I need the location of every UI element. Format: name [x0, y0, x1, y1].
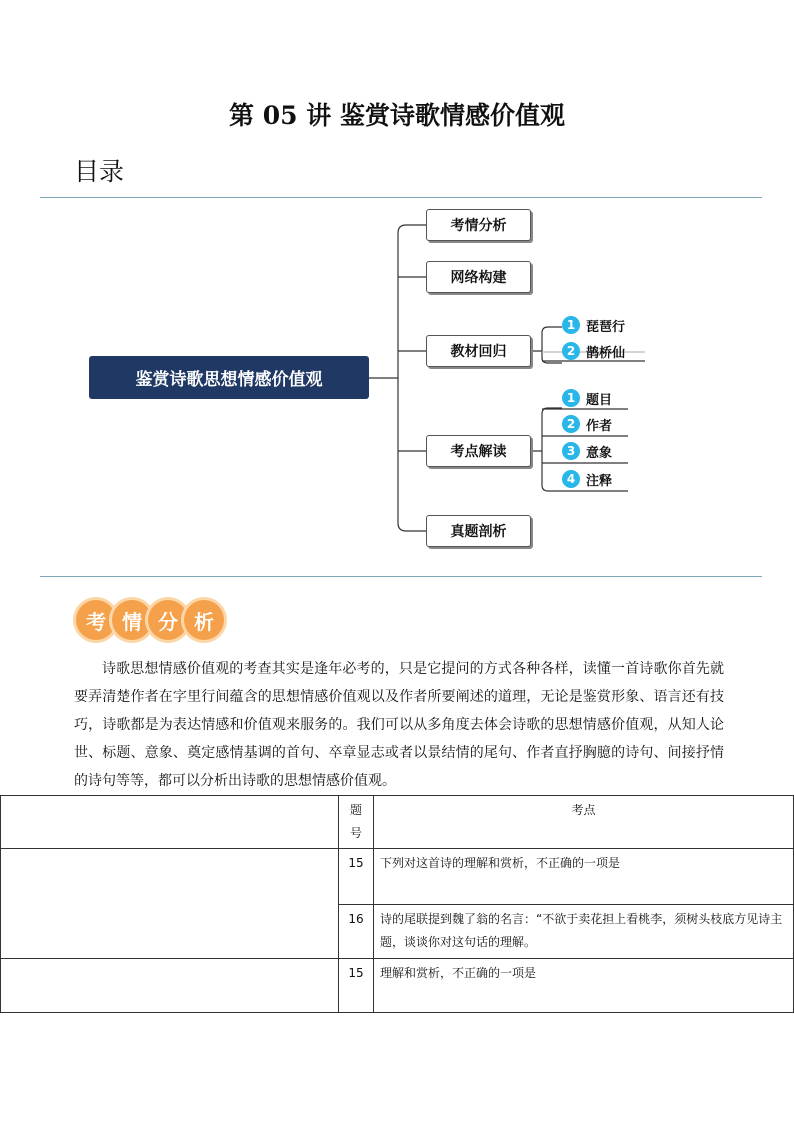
table-cell: [1, 796, 339, 849]
header-num: 题号: [339, 796, 374, 849]
mindmap-root: 鉴赏诗歌思想情感价值观: [89, 356, 369, 399]
header-point: 考点: [374, 796, 794, 849]
divider-bottom: [40, 576, 762, 577]
leaf-imagery: [562, 441, 612, 461]
leaf-label: 鹊桥仙: [586, 345, 626, 361]
node-network: 网络构建: [426, 261, 531, 293]
number-icon: 1: [562, 316, 580, 334]
leaf-label: 意象: [586, 445, 613, 461]
row-num: 15: [339, 849, 374, 905]
badge-char: 析: [184, 600, 224, 640]
badge-char: 情: [112, 600, 152, 640]
section-badge-analysis: [76, 600, 220, 640]
row-text: 诗的尾联提到魏了翁的名言：“不欲于卖花担上看桃李，须树头枝底方见诗主题，谈谈你对这句话的理解。: [374, 905, 794, 959]
leaf-label: 琵琶行: [586, 319, 626, 335]
node-real-questions: 真题剖析: [426, 515, 531, 547]
table-row: [1, 959, 794, 1013]
leaf-notes: [562, 469, 612, 489]
number-icon: 3: [562, 442, 580, 460]
row-num: 16: [339, 905, 374, 959]
leaf-label: 题目: [586, 392, 613, 408]
node-analysis: 考情分析: [426, 209, 531, 241]
node-textbook: 教材回归: [426, 335, 531, 367]
exam-table: [0, 795, 794, 1013]
number-icon: 4: [562, 470, 580, 488]
number-icon: 2: [562, 415, 580, 433]
row-num: 15: [339, 959, 374, 1013]
leaf-pipa: [562, 315, 625, 335]
table-row: [1, 849, 794, 905]
leaf-label: 注释: [586, 473, 613, 489]
row-text: 下列对这首诗的理解和赏析，不正确的一项是: [374, 849, 794, 905]
row-text: 理解和赏析，不正确的一项是: [374, 959, 794, 1013]
toc-heading: 目录: [74, 157, 125, 186]
leaf-label: 作者: [586, 418, 613, 434]
page-title: 第 05 讲 鉴赏诗歌情感价值观: [229, 101, 565, 130]
number-icon: 1: [562, 389, 580, 407]
badge-char: 分: [148, 600, 188, 640]
leaf-author: [562, 414, 612, 434]
analysis-paragraph: 诗歌思想情感价值观的考查其实是逢年必考的，只是它提问的方式各种各样，读懂一首诗歌你首先就要弄清楚作者在字里行间蕴含的思想情感价值观以及作者所要阐述的道理，无论是鉴赏形象、语言还有技巧，诗歌都是为表达情感和价值观来服务的。我们可以从多角度去体会诗歌的思想情感价值观，从知人论世、标题、意象、奠定感情基调的首句、卒章显志或者以景结情的尾句、作者直抒胸臆的诗句、间接抒情的诗句等等，都可以分析出诗歌的思想情感价值观。: [74, 661, 724, 789]
badge-char: 考: [76, 600, 116, 640]
leaf-queqiao: [562, 341, 625, 361]
table-header: [1, 796, 794, 849]
node-exam-points: 考点解读: [426, 435, 531, 467]
leaf-topic: [562, 388, 612, 408]
number-icon: 2: [562, 342, 580, 360]
